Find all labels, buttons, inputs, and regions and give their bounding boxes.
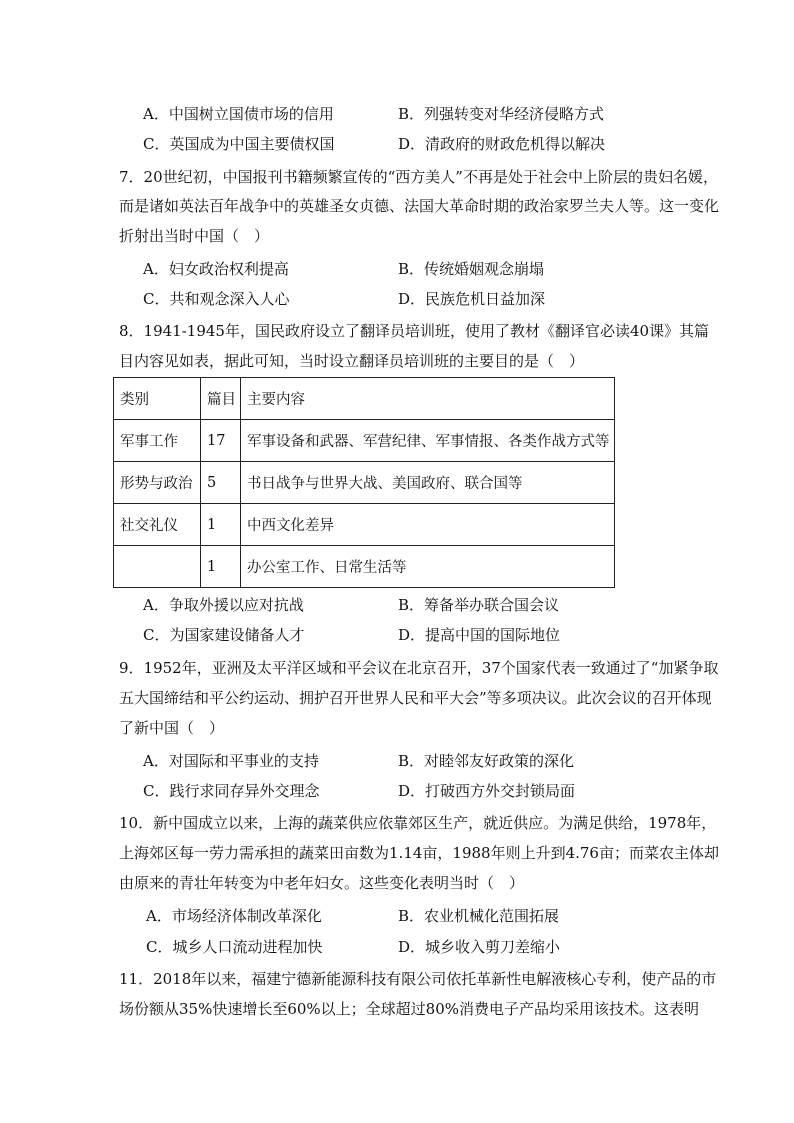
q7-option-c: C．共和观念深入人心: [143, 290, 290, 308]
q11-stem-line-2: 场份额从35%快速增长至60%以上；全球超过80%消费电子产品均采用该技术。这表明: [119, 1000, 700, 1018]
q10-stem-line-1: 10．新中国成立以来，上海的蔬菜供应依靠郊区生产，就近供应。为满足供给，1978年，: [119, 814, 717, 832]
q10-option-a: A．市场经济体制改革深化: [146, 907, 322, 925]
table-cell: 5: [201, 462, 241, 504]
q7-stem-line-1: 7．20世纪初，中国报刊书籍频繁宣传的“西方美人”不再是处于社会中上阶层的贵妇名媛，: [119, 168, 718, 186]
q8-stem-line-2: 目内容见如表，据此可知，当时设立翻译员培训班的主要目的是（ ）: [119, 352, 585, 370]
q6-option-b: B．列强转变对华经济侵略方式: [398, 105, 605, 123]
table-header-cell: 主要内容: [241, 378, 615, 420]
q8-stem-line-1: 8．1941-1945年，国民政府设立了翻译员培训班，使用了教材《翻译官必读40课》其篇: [119, 322, 710, 340]
q7-option-a: A．妇女政治权利提高: [143, 260, 289, 278]
table-cell: 书日战争与世界大战、美国政府、联合国等: [241, 462, 615, 504]
q6-option-d: D．清政府的财政危机得以解决: [398, 135, 606, 153]
q9-stem-line-1: 9．1952年，亚洲及太平洋区域和平会议在北京召开，37个国家代表一致通过了“加紧争取: [119, 659, 719, 677]
table-cell: 17: [201, 420, 241, 462]
q6-option-c: C．英国成为中国主要债权国: [143, 135, 335, 153]
q10-option-b: B．农业机械化范围拓展: [398, 907, 560, 925]
q8-option-b: B．筹备举办联合国会议: [398, 596, 560, 614]
table-cell: 1: [201, 504, 241, 546]
q9-stem-line-3: 了新中国（ ）: [119, 719, 225, 737]
table-cell: 1: [201, 546, 241, 588]
q7-option-b: B．传统婚姻观念崩塌: [398, 260, 545, 278]
table-row: [114, 546, 615, 588]
q8-option-a: A．争取外援以应对抗战: [143, 596, 304, 614]
q11-stem-line-1: 11．2018年以来，福建宁德新能源科技有限公司依托革新性电解液核心专利，使产品的市: [119, 970, 717, 988]
table-header-cell: 类别: [114, 378, 201, 420]
q10-stem-line-2: 上海郊区每一劳力需承担的蔬菜田亩数为1.14亩，1988年则上升到4.76亩；而菜农主体却: [119, 844, 719, 862]
table-cell: 军事工作: [114, 420, 201, 462]
q9-stem-line-2: 五大国缔结和平公约运动、拥护召开世界人民和平大会”等多项决议。此次会议的召开体现: [119, 689, 712, 707]
table-row: [114, 504, 615, 546]
table-cell: 中西文化差异: [241, 504, 615, 546]
table-cell: 办公室工作、日常生活等: [241, 546, 615, 588]
q9-option-a: A．对国际和平事业的支持: [143, 752, 319, 770]
q7-stem-line-3: 折射出当时中国（ ）: [119, 227, 270, 245]
table-cell: 军事设备和武器、军营纪律、军事情报、各类作战方式等: [241, 420, 615, 462]
table-row: [114, 462, 615, 504]
q10-stem-line-3: 由原来的青壮年转变为中老年妇女。这些变化表明当时（ ）: [119, 874, 525, 892]
q8-option-c: C．为国家建设储备人才: [143, 626, 305, 644]
table-header-cell: 篇目: [201, 378, 241, 420]
table-cell: 社交礼仪: [114, 504, 201, 546]
q8-option-d: D．提高中国的国际地位: [398, 626, 561, 644]
q7-option-d: D．民族危机日益加深: [398, 290, 546, 308]
q10-option-c: C．城乡人口流动进程加快: [146, 938, 323, 956]
q9-option-b: B．对睦邻友好政策的深化: [398, 752, 575, 770]
table-cell: 形势与政治: [114, 462, 201, 504]
table-cell: [114, 546, 201, 588]
q9-option-d: D．打破西方外交封锁局面: [398, 782, 576, 800]
table-header-row: [114, 378, 615, 420]
q8-content-table: [113, 377, 615, 588]
q6-option-a: A．中国树立国债市场的信用: [143, 105, 334, 123]
q9-option-c: C．践行求同存异外交理念: [143, 782, 320, 800]
q7-stem-line-2: 而是诸如英法百年战争中的英雄圣女贞德、法国大革命时期的政治家罗兰夫人等。这一变化: [119, 197, 720, 215]
q10-option-d: D．城乡收入剪刀差缩小: [398, 938, 561, 956]
table-row: [114, 420, 615, 462]
